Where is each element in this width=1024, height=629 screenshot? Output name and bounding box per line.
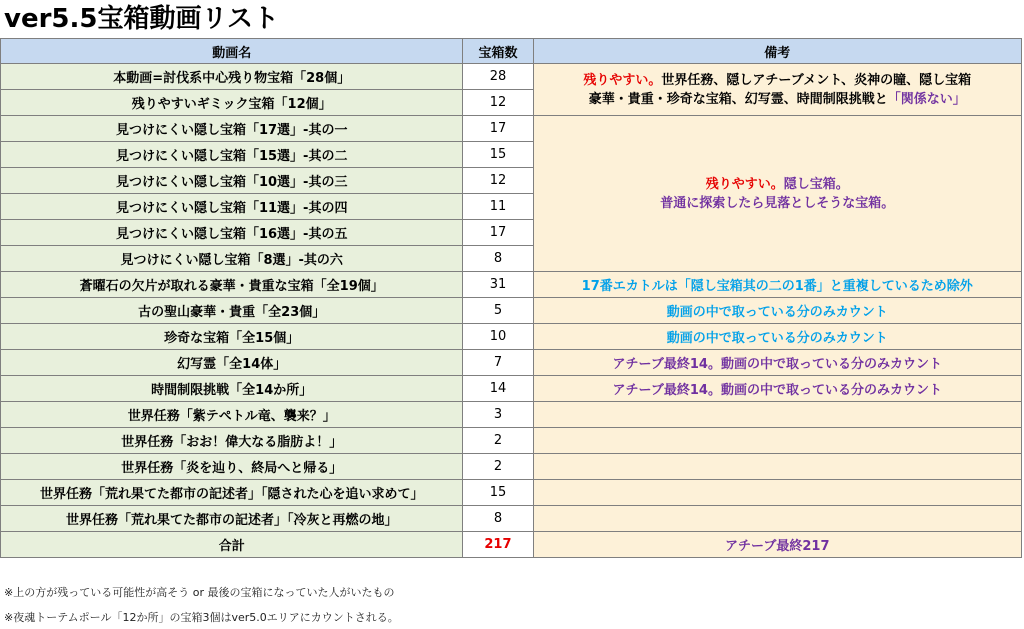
- header-name: 動画名: [1, 39, 463, 64]
- row-count: 10: [463, 324, 533, 350]
- row-name: 見つけにくい隠し宝箱「16選」-其の五: [1, 220, 463, 246]
- header-count: 宝箱数: [463, 39, 533, 64]
- page-title: ver5.5宝箱動画リスト: [4, 4, 279, 34]
- row-name: 見つけにくい隠し宝箱「15選」-其の二: [1, 142, 463, 168]
- table-row: [1, 506, 1022, 532]
- row-name: 見つけにくい隠し宝箱「8選」-其の六: [1, 246, 463, 272]
- row-count: 7: [463, 350, 533, 376]
- row-name: 世界任務「おお！偉大なる脂肪よ！」: [1, 428, 463, 454]
- row-name: 時間制限挑戦「全14か所」: [1, 376, 463, 402]
- row-count: 11: [463, 194, 533, 220]
- row-name: 本動画=討伐系中心残り物宝箱「28個」: [1, 64, 463, 90]
- row-count: 31: [463, 272, 533, 298]
- table-row: [1, 376, 1022, 402]
- row-name: 見つけにくい隠し宝箱「10選」-其の三: [1, 168, 463, 194]
- row-count: 8: [463, 506, 533, 532]
- row-note-empty: [533, 506, 1022, 532]
- row-count: 2: [463, 454, 533, 480]
- table-header-row: [1, 39, 1022, 64]
- row-note: [533, 350, 1022, 376]
- row-name: 世界任務「荒れ果てた都市の記述者」「隠された心を追い求めて」: [1, 480, 463, 506]
- row-count: 28: [463, 64, 533, 90]
- row-count: 12: [463, 90, 533, 116]
- row-count: 8: [463, 246, 533, 272]
- note-text: 豪華・貴重・珍奇な宝箱、幻写霊、時間制限挑戦と: [588, 91, 888, 107]
- note-highlight: アチーブ最終14。動画の中で取っている分のみカウント: [612, 383, 942, 398]
- row-name: 世界任務「荒れ果てた都市の記述者」「冷灰と再燃の地」: [1, 506, 463, 532]
- footnote-2: ※夜魂トーテムポール「12か所」の宝箱3個はver5.0エリアにカウントされる。: [4, 611, 399, 624]
- row-name: 見つけにくい隠し宝箱「17選」-其の一: [1, 116, 463, 142]
- note-text: 普通に探索したら見落としそうな宝箱。: [660, 195, 895, 211]
- treasure-video-table: [0, 38, 1022, 558]
- note-text: 隠し宝箱。: [783, 176, 849, 192]
- row-name: 世界任務「炎を辿り、終局へと帰る」: [1, 454, 463, 480]
- note-highlight: 「関係ない」: [887, 91, 966, 107]
- row-count: 14: [463, 376, 533, 402]
- row-name: 蒼曜石の欠片が取れる豪華・貴重な宝箱「全19個」: [1, 272, 463, 298]
- row-note-empty: [533, 402, 1022, 428]
- row-count: 2: [463, 428, 533, 454]
- row-note: 動画の中で取っている分のみカウント: [533, 298, 1022, 324]
- row-name: 古の聖山豪華・貴重「全23個」: [1, 298, 463, 324]
- table-row: [1, 116, 1022, 142]
- table-row: [1, 454, 1022, 480]
- note-highlight: アチーブ最終14。動画の中で取っている分のみカウント: [612, 357, 942, 372]
- note-highlight: 残りやすい。: [705, 176, 784, 192]
- row-name: 見つけにくい隠し宝箱「11選」-其の四: [1, 194, 463, 220]
- total-row: [1, 532, 1022, 558]
- row-count: 15: [463, 142, 533, 168]
- total-note: アチーブ最終217: [533, 532, 1022, 558]
- row-note: 17番エカトルは「隠し宝箱其の二の1番」と重複しているため除外: [533, 272, 1022, 298]
- total-label: 合計: [1, 532, 463, 558]
- table-row: [1, 480, 1022, 506]
- note-cell-remaining: [533, 64, 1022, 116]
- row-note: [533, 376, 1022, 402]
- row-note: 動画の中で取っている分のみカウント: [533, 324, 1022, 350]
- table-row: [1, 428, 1022, 454]
- row-name: 幻写霊「全14体」: [1, 350, 463, 376]
- total-count: 217: [463, 532, 533, 558]
- row-note-empty: [533, 480, 1022, 506]
- row-count: 12: [463, 168, 533, 194]
- row-count: 17: [463, 116, 533, 142]
- note-text: 世界任務、隠しアチーブメント、炎神の瞳、隠し宝箱: [661, 72, 972, 88]
- table-row: [1, 324, 1022, 350]
- note-cell-hidden: [533, 116, 1022, 272]
- footnote-1: ※上の方が残っている可能性が高そう or 最後の宝箱になっていた人がいたもの: [4, 586, 395, 599]
- row-name: 残りやすいギミック宝箱「12個」: [1, 90, 463, 116]
- row-count: 5: [463, 298, 533, 324]
- table-row: [1, 350, 1022, 376]
- row-name: 珍奇な宝箱「全15個」: [1, 324, 463, 350]
- header-note: 備考: [533, 39, 1022, 64]
- note-highlight: 残りやすい。: [583, 72, 662, 88]
- row-count: 15: [463, 480, 533, 506]
- row-count: 3: [463, 402, 533, 428]
- row-note-empty: [533, 428, 1022, 454]
- row-name: 世界任務「紫テペトル竜、襲来？」: [1, 402, 463, 428]
- table-row: [1, 64, 1022, 90]
- row-note-empty: [533, 454, 1022, 480]
- table-row: [1, 402, 1022, 428]
- table-row: [1, 298, 1022, 324]
- table-row: [1, 272, 1022, 298]
- row-count: 17: [463, 220, 533, 246]
